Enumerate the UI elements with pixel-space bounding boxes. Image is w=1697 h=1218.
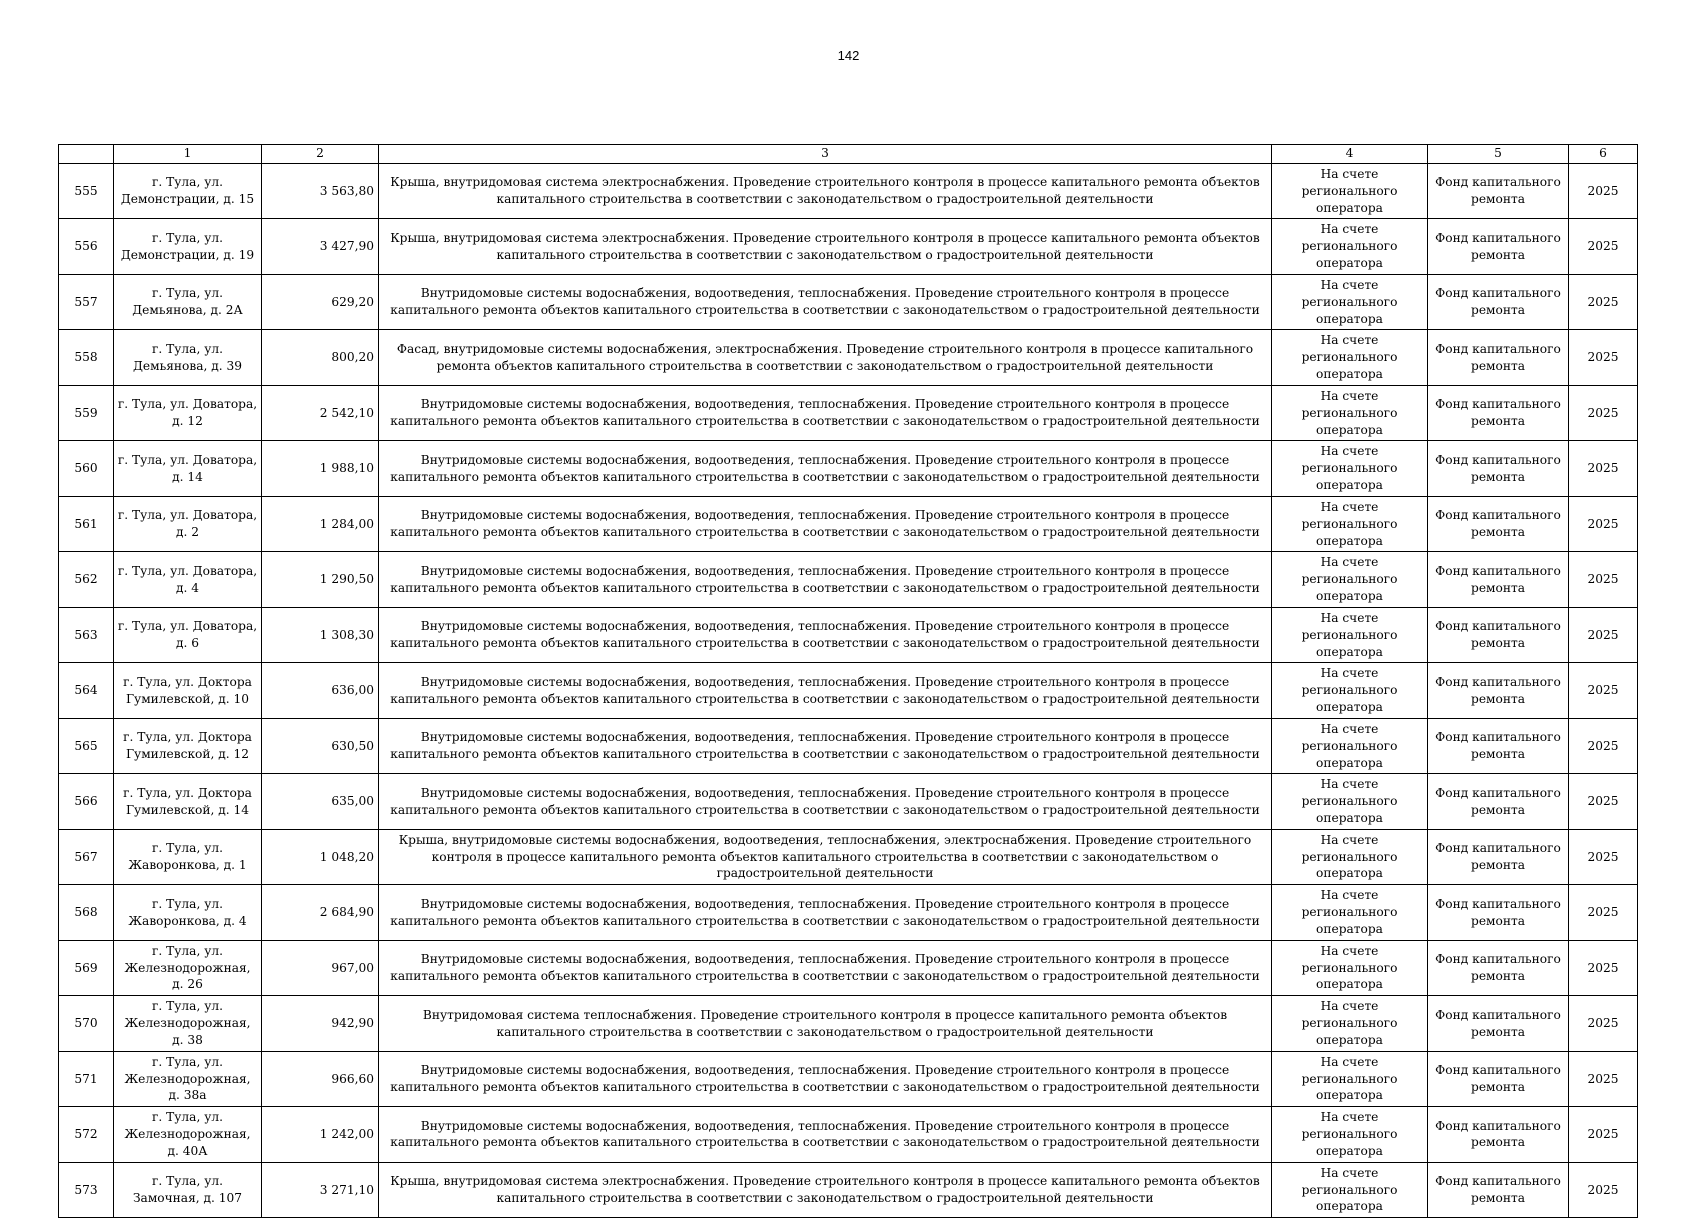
works-cell: Внутридомовые системы водоснабжения, водоотведения, теплоснабжения. Проведение строительного контроля в процессе капитального ремонта объектов капитального строительства в соответствии с законодательством о градостроительной деятельности — [379, 774, 1272, 829]
funding-source-cell: Фонд капитального ремонта — [1428, 885, 1569, 940]
table-row — [59, 1162, 1638, 1217]
funding-source-cell: Фонд капитального ремонта — [1428, 607, 1569, 662]
area-cell: 942,90 — [262, 996, 379, 1051]
funding-source-cell: Фонд капитального ремонта — [1428, 663, 1569, 718]
works-cell: Внутридомовые системы водоснабжения, водоотведения, теплоснабжения. Проведение строительного контроля в процессе капитального ремонта объектов капитального строительства в соответствии с законодательством о градостроительной деятельности — [379, 496, 1272, 551]
address-cell: г. Тула, ул. Доватора, д. 12 — [114, 385, 262, 440]
account-cell: На счете регионального оператора — [1272, 829, 1428, 884]
table-row — [59, 330, 1638, 385]
row-number-cell: 557 — [59, 274, 114, 329]
year-cell: 2025 — [1569, 441, 1638, 496]
table-row — [59, 385, 1638, 440]
row-number-cell: 572 — [59, 1107, 114, 1162]
table-row — [59, 552, 1638, 607]
works-cell: Крыша, внутридомовая система электроснабжения. Проведение строительного контроля в процессе капитального ремонта объектов капитального строительства в соответствии с законодательством о градостроительной деятельности — [379, 1162, 1272, 1217]
works-cell: Внутридомовые системы водоснабжения, водоотведения, теплоснабжения. Проведение строительного контроля в процессе капитального ремонта объектов капитального строительства в соответствии с законодательством о градостроительной деятельности — [379, 1107, 1272, 1162]
account-cell: На счете регионального оператора — [1272, 774, 1428, 829]
works-cell: Внутридомовые системы водоснабжения, водоотведения, теплоснабжения. Проведение строительного контроля в процессе капитального ремонта объектов капитального строительства в соответствии с законодательством о градостроительной деятельности — [379, 1051, 1272, 1106]
row-number-cell: 570 — [59, 996, 114, 1051]
works-cell: Внутридомовые системы водоснабжения, водоотведения, теплоснабжения. Проведение строительного контроля в процессе капитального ремонта объектов капитального строительства в соответствии с законодательством о градостроительной деятельности — [379, 940, 1272, 995]
address-cell: г. Тула, ул. Доватора, д. 4 — [114, 552, 262, 607]
funding-source-cell: Фонд капитального ремонта — [1428, 940, 1569, 995]
table-row — [59, 274, 1638, 329]
table-body — [59, 164, 1638, 1218]
funding-source-cell: Фонд капитального ремонта — [1428, 219, 1569, 274]
account-cell: На счете регионального оператора — [1272, 718, 1428, 773]
address-cell: г. Тула, ул. Демьянова, д. 2А — [114, 274, 262, 329]
table-row — [59, 441, 1638, 496]
row-number-cell: 559 — [59, 385, 114, 440]
address-cell: г. Тула, ул. Доватора, д. 2 — [114, 496, 262, 551]
funding-source-cell: Фонд капитального ремонта — [1428, 441, 1569, 496]
address-cell: г. Тула, ул. Доктора Гумилевской, д. 12 — [114, 718, 262, 773]
table-row — [59, 607, 1638, 662]
year-cell: 2025 — [1569, 552, 1638, 607]
account-cell: На счете регионального оператора — [1272, 441, 1428, 496]
year-cell: 2025 — [1569, 718, 1638, 773]
funding-source-cell: Фонд капитального ремонта — [1428, 330, 1569, 385]
row-number-cell: 563 — [59, 607, 114, 662]
year-cell: 2025 — [1569, 219, 1638, 274]
table-row — [59, 1107, 1638, 1162]
account-cell: На счете регионального оператора — [1272, 385, 1428, 440]
table-row — [59, 164, 1638, 219]
row-number-cell: 569 — [59, 940, 114, 995]
year-cell: 2025 — [1569, 774, 1638, 829]
row-number-cell: 566 — [59, 774, 114, 829]
area-cell: 2 684,90 — [262, 885, 379, 940]
area-cell: 3 427,90 — [262, 219, 379, 274]
works-cell: Внутридомовые системы водоснабжения, водоотведения, теплоснабжения. Проведение строительного контроля в процессе капитального ремонта объектов капитального строительства в соответствии с законодательством о градостроительной деятельности — [379, 441, 1272, 496]
address-cell: г. Тула, ул. Жаворонкова, д. 1 — [114, 829, 262, 884]
funding-source-cell: Фонд капитального ремонта — [1428, 1107, 1569, 1162]
table-row — [59, 663, 1638, 718]
area-cell: 1 284,00 — [262, 496, 379, 551]
account-cell: На счете регионального оператора — [1272, 164, 1428, 219]
table-row — [59, 219, 1638, 274]
account-cell: На счете регионального оператора — [1272, 552, 1428, 607]
header-cell-4: 4 — [1272, 145, 1428, 164]
works-cell: Крыша, внутридомовая система электроснабжения. Проведение строительного контроля в процессе капитального ремонта объектов капитального строительства в соответствии с законодательством о градостроительной деятельности — [379, 219, 1272, 274]
account-cell: На счете регионального оператора — [1272, 496, 1428, 551]
address-cell: г. Тула, ул. Железнодорожная, д. 40А — [114, 1107, 262, 1162]
year-cell: 2025 — [1569, 663, 1638, 718]
row-number-cell: 556 — [59, 219, 114, 274]
funding-source-cell: Фонд капитального ремонта — [1428, 718, 1569, 773]
address-cell: г. Тула, ул. Жаворонкова, д. 4 — [114, 885, 262, 940]
area-cell: 636,00 — [262, 663, 379, 718]
funding-source-cell: Фонд капитального ремонта — [1428, 496, 1569, 551]
works-cell: Внутридомовые системы водоснабжения, водоотведения, теплоснабжения. Проведение строительного контроля в процессе капитального ремонта объектов капитального строительства в соответствии с законодательством о градостроительной деятельности — [379, 885, 1272, 940]
area-cell: 1 308,30 — [262, 607, 379, 662]
address-cell: г. Тула, ул. Замочная, д. 107 — [114, 1162, 262, 1217]
year-cell: 2025 — [1569, 330, 1638, 385]
row-number-cell: 555 — [59, 164, 114, 219]
address-cell: г. Тула, ул. Демьянова, д. 39 — [114, 330, 262, 385]
works-cell: Внутридомовые системы водоснабжения, водоотведения, теплоснабжения. Проведение строительного контроля в процессе капитального ремонта объектов капитального строительства в соответствии с законодательством о градостроительной деятельности — [379, 607, 1272, 662]
header-cell-1: 1 — [114, 145, 262, 164]
year-cell: 2025 — [1569, 996, 1638, 1051]
header-cell-3: 3 — [379, 145, 1272, 164]
works-cell: Внутридомовые системы водоснабжения, водоотведения, теплоснабжения. Проведение строительного контроля в процессе капитального ремонта объектов капитального строительства в соответствии с законодательством о градостроительной деятельности — [379, 663, 1272, 718]
account-cell: На счете регионального оператора — [1272, 219, 1428, 274]
account-cell: На счете регионального оператора — [1272, 940, 1428, 995]
page-number: 142 — [837, 48, 860, 63]
account-cell: На счете регионального оператора — [1272, 274, 1428, 329]
table-row — [59, 718, 1638, 773]
funding-source-cell: Фонд капитального ремонта — [1428, 274, 1569, 329]
funding-source-cell: Фонд капитального ремонта — [1428, 164, 1569, 219]
year-cell: 2025 — [1569, 385, 1638, 440]
funding-source-cell: Фонд капитального ремонта — [1428, 1051, 1569, 1106]
area-cell: 630,50 — [262, 718, 379, 773]
area-cell: 966,60 — [262, 1051, 379, 1106]
table-row — [59, 885, 1638, 940]
address-cell: г. Тула, ул. Доктора Гумилевской, д. 10 — [114, 663, 262, 718]
table-row — [59, 496, 1638, 551]
year-cell: 2025 — [1569, 164, 1638, 219]
area-cell: 967,00 — [262, 940, 379, 995]
works-cell: Внутридомовые системы водоснабжения, водоотведения, теплоснабжения. Проведение строительного контроля в процессе капитального ремонта объектов капитального строительства в соответствии с законодательством о градостроительной деятельности — [379, 718, 1272, 773]
row-number-cell: 571 — [59, 1051, 114, 1106]
area-cell: 3 563,80 — [262, 164, 379, 219]
area-cell: 800,20 — [262, 330, 379, 385]
works-cell: Внутридомовые системы водоснабжения, водоотведения, теплоснабжения. Проведение строительного контроля в процессе капитального ремонта объектов капитального строительства в соответствии с законодательством о градостроительной деятельности — [379, 552, 1272, 607]
area-cell: 3 271,10 — [262, 1162, 379, 1217]
works-cell: Внутридомовая система теплоснабжения. Проведение строительного контроля в процессе капитального ремонта объектов капитального строительства в соответствии с законодательством о градостроительной деятельности — [379, 996, 1272, 1051]
row-number-cell: 561 — [59, 496, 114, 551]
address-cell: г. Тула, ул. Железнодорожная, д. 38а — [114, 1051, 262, 1106]
table-row — [59, 1051, 1638, 1106]
row-number-cell: 558 — [59, 330, 114, 385]
works-cell: Внутридомовые системы водоснабжения, водоотведения, теплоснабжения. Проведение строительного контроля в процессе капитального ремонта объектов капитального строительства в соответствии с законодательством о градостроительной деятельности — [379, 385, 1272, 440]
area-cell: 1 242,00 — [262, 1107, 379, 1162]
year-cell: 2025 — [1569, 607, 1638, 662]
year-cell: 2025 — [1569, 274, 1638, 329]
address-cell: г. Тула, ул. Железнодорожная, д. 26 — [114, 940, 262, 995]
year-cell: 2025 — [1569, 885, 1638, 940]
header-cell-5: 5 — [1428, 145, 1569, 164]
account-cell: На счете регионального оператора — [1272, 1051, 1428, 1106]
area-cell: 1 988,10 — [262, 441, 379, 496]
header-cell-2: 2 — [262, 145, 379, 164]
account-cell: На счете регионального оператора — [1272, 1162, 1428, 1217]
row-number-cell: 564 — [59, 663, 114, 718]
address-cell: г. Тула, ул. Демонстрации, д. 15 — [114, 164, 262, 219]
account-cell: На счете регионального оператора — [1272, 663, 1428, 718]
table-row — [59, 774, 1638, 829]
year-cell: 2025 — [1569, 829, 1638, 884]
account-cell: На счете регионального оператора — [1272, 885, 1428, 940]
funding-source-cell: Фонд капитального ремонта — [1428, 552, 1569, 607]
works-cell: Внутридомовые системы водоснабжения, водоотведения, теплоснабжения. Проведение строительного контроля в процессе капитального ремонта объектов капитального строительства в соответствии с законодательством о градостроительной деятельности — [379, 274, 1272, 329]
header-row — [59, 145, 1638, 164]
area-cell: 2 542,10 — [262, 385, 379, 440]
funding-source-cell: Фонд капитального ремонта — [1428, 996, 1569, 1051]
table-row — [59, 940, 1638, 995]
table-row — [59, 829, 1638, 884]
row-number-cell: 560 — [59, 441, 114, 496]
account-cell: На счете регионального оператора — [1272, 330, 1428, 385]
address-cell: г. Тула, ул. Демонстрации, д. 19 — [114, 219, 262, 274]
year-cell: 2025 — [1569, 496, 1638, 551]
works-cell: Фасад, внутридомовые системы водоснабжения, электроснабжения. Проведение строительного контроля в процессе капитального ремонта объектов капитального строительства в соответствии с законодательством о градостроительной деятельности — [379, 330, 1272, 385]
area-cell: 629,20 — [262, 274, 379, 329]
year-cell: 2025 — [1569, 1107, 1638, 1162]
account-cell: На счете регионального оператора — [1272, 1107, 1428, 1162]
area-cell: 1 048,20 — [262, 829, 379, 884]
account-cell: На счете регионального оператора — [1272, 996, 1428, 1051]
area-cell: 635,00 — [262, 774, 379, 829]
works-cell: Крыша, внутридомовые системы водоснабжения, водоотведения, теплоснабжения, электроснабжения. Проведение строительного контроля в процессе капитального ремонта объектов капитального строительства в соответствии с законодательством о градостроительной деятельности — [379, 829, 1272, 884]
row-number-cell: 568 — [59, 885, 114, 940]
row-number-cell: 573 — [59, 1162, 114, 1217]
funding-source-cell: Фонд капитального ремонта — [1428, 774, 1569, 829]
works-cell: Крыша, внутридомовая система электроснабжения. Проведение строительного контроля в процессе капитального ремонта объектов капитального строительства в соответствии с законодательством о градостроительной деятельности — [379, 164, 1272, 219]
area-cell: 1 290,50 — [262, 552, 379, 607]
year-cell: 2025 — [1569, 1051, 1638, 1106]
header-cell-6: 6 — [1569, 145, 1638, 164]
year-cell: 2025 — [1569, 940, 1638, 995]
address-cell: г. Тула, ул. Доктора Гумилевской, д. 14 — [114, 774, 262, 829]
address-cell: г. Тула, ул. Доватора, д. 6 — [114, 607, 262, 662]
funding-source-cell: Фонд капитального ремонта — [1428, 385, 1569, 440]
address-cell: г. Тула, ул. Железнодорожная, д. 38 — [114, 996, 262, 1051]
address-cell: г. Тула, ул. Доватора, д. 14 — [114, 441, 262, 496]
funding-source-cell: Фонд капитального ремонта — [1428, 1162, 1569, 1217]
header-cell-num — [59, 145, 114, 164]
funding-source-cell: Фонд капитального ремонта — [1428, 829, 1569, 884]
account-cell: На счете регионального оператора — [1272, 607, 1428, 662]
row-number-cell: 562 — [59, 552, 114, 607]
row-number-cell: 567 — [59, 829, 114, 884]
capital-repair-table — [58, 144, 1638, 1218]
table-row — [59, 996, 1638, 1051]
year-cell: 2025 — [1569, 1162, 1638, 1217]
row-number-cell: 565 — [59, 718, 114, 773]
